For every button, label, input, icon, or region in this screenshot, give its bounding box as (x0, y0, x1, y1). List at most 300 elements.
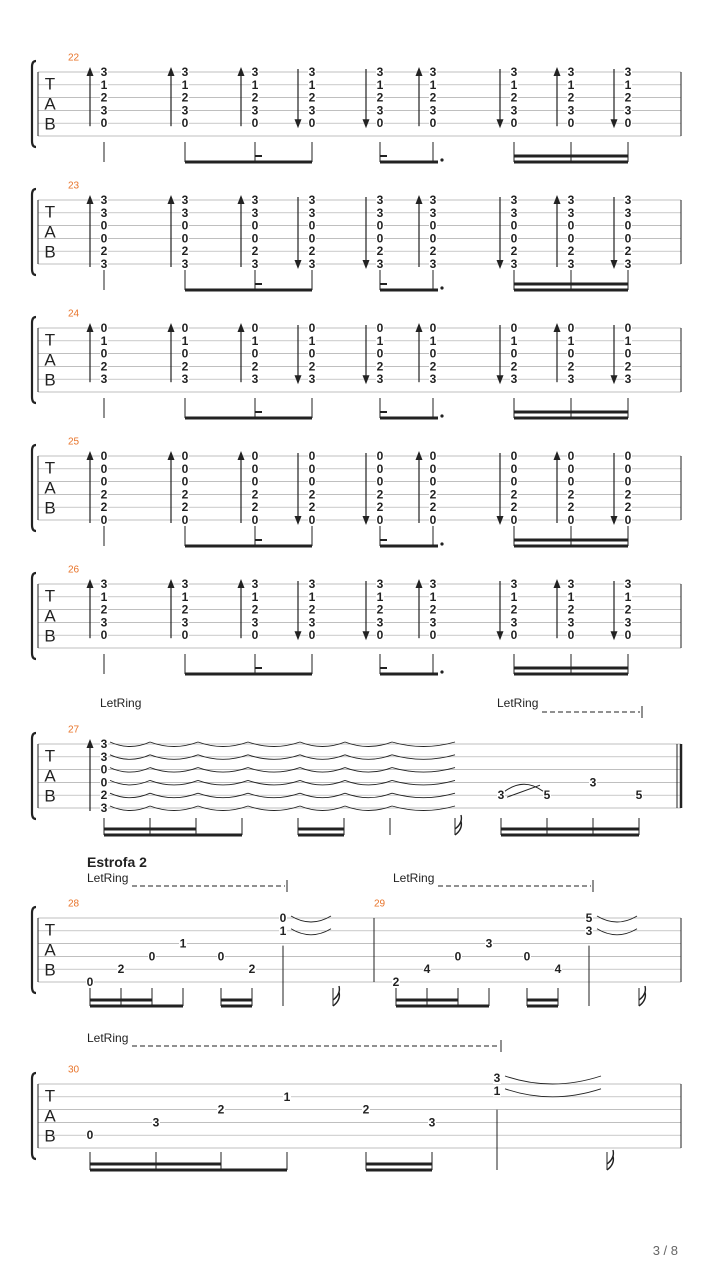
strum-down-arrowhead (295, 631, 302, 640)
fret-number: 2 (117, 962, 125, 977)
fret-number: 3 (100, 193, 108, 207)
strum-down-arrowhead (611, 516, 618, 525)
fret-number: 1 (493, 1083, 501, 1098)
fret-number: 0 (308, 474, 316, 489)
tab-letter: A (44, 478, 56, 498)
fret-number: 2 (624, 602, 632, 617)
fret-number: 0 (251, 474, 259, 489)
fret-number: 5 (585, 911, 593, 925)
fret-number: 3 (510, 205, 518, 220)
fret-number: 0 (86, 1128, 94, 1143)
strum-up-arrowhead (554, 323, 561, 332)
tab-letter: T (44, 586, 56, 606)
fret-number: 3 (493, 1071, 501, 1085)
fret-number: 0 (624, 116, 632, 131)
strum-down-arrowhead (295, 260, 302, 269)
dotted-rhythm-dot (440, 414, 443, 417)
strum-up-arrowhead (168, 579, 175, 588)
fret-number: 0 (86, 975, 94, 989)
tab-letter: B (44, 960, 56, 980)
tab-letter: B (44, 370, 56, 390)
tab-letter: T (44, 202, 56, 222)
fret-number: 1 (376, 77, 384, 92)
fret-number: 1 (567, 77, 575, 92)
fret-number: 0 (279, 911, 287, 925)
strum-up-arrowhead (168, 195, 175, 204)
fret-number: 0 (308, 513, 316, 527)
fret-number: 0 (376, 513, 384, 527)
note-flag (333, 986, 339, 1006)
measure-number: 22 (68, 52, 80, 64)
fret-number: 2 (100, 500, 108, 515)
fret-number: 0 (624, 231, 632, 246)
fret-number: 1 (100, 77, 108, 92)
fret-number: 0 (567, 116, 575, 131)
fret-number: 2 (510, 602, 518, 617)
fret-number: 3 (308, 615, 316, 630)
fret-number: 2 (308, 602, 316, 617)
fret-number: 0 (523, 949, 531, 964)
fret-number: 3 (376, 103, 384, 118)
fret-number: 2 (567, 500, 575, 515)
fret-number: 0 (100, 346, 108, 361)
fret-number: 2 (567, 487, 575, 502)
system-24-bracket (32, 317, 36, 403)
fret-number: 3 (567, 577, 575, 591)
fret-number: 0 (251, 449, 259, 463)
fret-number: 3 (181, 205, 189, 220)
fret-number: 1 (308, 333, 316, 348)
fret-number: 1 (376, 333, 384, 348)
fret-number: 0 (624, 449, 632, 463)
fret-number: 3 (567, 193, 575, 207)
fret-number: 3 (429, 257, 437, 271)
strum-down-arrowhead (611, 119, 618, 128)
fret-number: 3 (428, 1115, 436, 1130)
fret-number: 2 (376, 359, 384, 374)
fret-number: 3 (308, 257, 316, 271)
tab-letter: A (44, 350, 56, 370)
fret-number: 2 (624, 359, 632, 374)
fret-number: 2 (510, 359, 518, 374)
fret-number: 3 (251, 65, 259, 79)
fret-number: 0 (376, 461, 384, 476)
strum-up-arrowhead (416, 579, 423, 588)
fret-number: 0 (376, 346, 384, 361)
fret-number: 3 (251, 205, 259, 220)
strum-down-arrowhead (611, 260, 618, 269)
fret-number: 3 (181, 257, 189, 271)
tie-arc (597, 929, 637, 935)
fret-number: 0 (308, 321, 316, 335)
tab-letter: T (44, 330, 56, 350)
measure-number: 28 (68, 898, 80, 910)
strum-up-arrowhead (87, 451, 94, 460)
fret-number: 2 (429, 359, 437, 374)
fret-number: 2 (181, 244, 189, 259)
fret-number: 3 (251, 372, 259, 387)
fret-number: 0 (181, 321, 189, 335)
fret-number: 0 (429, 461, 437, 476)
fret-number: 0 (429, 449, 437, 463)
fret-number: 0 (376, 449, 384, 463)
fret-number: 2 (308, 359, 316, 374)
tab-letter: B (44, 1126, 56, 1146)
fret-number: 3 (376, 372, 384, 387)
fret-number: 0 (567, 513, 575, 527)
tab-letter: A (44, 1106, 56, 1126)
strum-up-arrowhead (416, 67, 423, 76)
fret-number: 3 (510, 193, 518, 207)
tie-arc (505, 1089, 601, 1097)
strum-down-arrowhead (295, 516, 302, 525)
fret-number: 3 (251, 615, 259, 630)
fret-number: 2 (217, 1102, 225, 1117)
fret-number: 0 (510, 116, 518, 131)
fret-number: 0 (181, 116, 189, 131)
fret-number: 0 (429, 346, 437, 361)
fret-number: 0 (308, 346, 316, 361)
tab-letter: A (44, 222, 56, 242)
fret-number: 0 (308, 218, 316, 233)
fret-number: 1 (279, 923, 287, 938)
fret-number: 3 (376, 65, 384, 79)
fret-number: 0 (624, 461, 632, 476)
tab-letter: T (44, 920, 56, 940)
fret-number: 2 (308, 487, 316, 502)
fret-number: 1 (251, 589, 259, 604)
fret-number: 0 (429, 628, 437, 643)
fret-number: 2 (248, 962, 256, 977)
fret-number: 2 (429, 602, 437, 617)
dotted-rhythm-dot (440, 286, 443, 289)
let-ring-label: LetRing (87, 1031, 129, 1045)
strum-up-arrowhead (87, 579, 94, 588)
let-ring-label: LetRing (87, 871, 129, 885)
fret-number: 2 (624, 90, 632, 105)
strum-up-arrowhead (416, 195, 423, 204)
fret-number: 0 (308, 449, 316, 463)
page-number: 3 / 8 (652, 1243, 678, 1258)
system-28-29-bracket (32, 907, 36, 993)
fret-number: 2 (510, 90, 518, 105)
fret-number: 1 (510, 77, 518, 92)
strum-up-arrowhead (87, 739, 94, 748)
fret-number: 0 (100, 461, 108, 476)
strum-up-arrowhead (416, 323, 423, 332)
fret-number: 1 (429, 77, 437, 92)
fret-number: 3 (100, 372, 108, 387)
strum-up-arrowhead (554, 195, 561, 204)
fret-number: 3 (251, 257, 259, 271)
fret-number: 4 (554, 962, 562, 977)
fret-number: 0 (100, 231, 108, 246)
fret-number: 3 (510, 103, 518, 118)
fret-number: 0 (251, 321, 259, 335)
strum-up-arrowhead (238, 67, 245, 76)
fret-number: 0 (100, 321, 108, 335)
fret-number: 3 (510, 372, 518, 387)
fret-number: 0 (510, 231, 518, 246)
fret-number: 0 (100, 449, 108, 463)
fret-number: 1 (179, 936, 187, 951)
fret-number: 3 (308, 103, 316, 118)
fret-number: 2 (181, 500, 189, 515)
fret-number: 0 (567, 321, 575, 335)
fret-number: 2 (510, 244, 518, 259)
system-25-bracket (32, 445, 36, 531)
fret-number: 0 (251, 461, 259, 476)
fret-number: 3 (567, 205, 575, 220)
fret-number: 0 (567, 449, 575, 463)
system-27-bracket (32, 733, 36, 819)
fret-number: 1 (251, 77, 259, 92)
fret-number: 1 (283, 1089, 291, 1104)
fret-number: 2 (251, 359, 259, 374)
tab-letter: B (44, 786, 56, 806)
system-22-bracket (32, 61, 36, 147)
strum-down-arrowhead (363, 375, 370, 384)
dotted-rhythm-dot (440, 670, 443, 673)
fret-number: 3 (308, 65, 316, 79)
strum-up-arrowhead (238, 195, 245, 204)
fret-number: 1 (429, 333, 437, 348)
fret-number: 0 (251, 231, 259, 246)
system-30-bracket (32, 1073, 36, 1159)
tie-arc (505, 1076, 601, 1084)
fret-number: 3 (100, 65, 108, 79)
fret-number: 0 (181, 449, 189, 463)
fret-number: 5 (543, 788, 551, 803)
fret-number: 1 (308, 589, 316, 604)
fret-number: 0 (429, 231, 437, 246)
fret-number: 3 (429, 372, 437, 387)
fret-number: 1 (251, 333, 259, 348)
fret-number: 3 (251, 103, 259, 118)
strum-up-arrowhead (87, 323, 94, 332)
fret-number: 3 (624, 205, 632, 220)
fret-number: 3 (181, 65, 189, 79)
fret-number: 0 (510, 461, 518, 476)
fret-number: 0 (376, 628, 384, 643)
strum-down-arrowhead (295, 375, 302, 384)
fret-number: 1 (510, 333, 518, 348)
fret-number: 3 (376, 193, 384, 207)
strum-down-arrowhead (611, 375, 618, 384)
fret-number: 3 (100, 257, 108, 271)
tab-letter: A (44, 606, 56, 626)
strum-down-arrowhead (497, 516, 504, 525)
fret-number: 0 (510, 346, 518, 361)
fret-number: 3 (624, 615, 632, 630)
fret-number: 0 (100, 628, 108, 643)
fret-number: 0 (510, 321, 518, 335)
fret-number: 2 (100, 90, 108, 105)
fret-number: 0 (376, 474, 384, 489)
strum-up-arrowhead (554, 67, 561, 76)
fret-number: 3 (376, 205, 384, 220)
slur-arc (505, 784, 543, 791)
fret-number: 1 (567, 333, 575, 348)
fret-number: 3 (181, 193, 189, 207)
fret-number: 3 (100, 615, 108, 630)
measure-number: 27 (68, 724, 80, 736)
fret-number: 0 (308, 231, 316, 246)
fret-number: 1 (181, 77, 189, 92)
strum-up-arrowhead (87, 195, 94, 204)
fret-number: 0 (567, 474, 575, 489)
fret-number: 3 (100, 205, 108, 220)
fret-number: 0 (376, 116, 384, 131)
fret-number: 2 (510, 487, 518, 502)
fret-number: 0 (567, 461, 575, 476)
fret-number: 1 (429, 589, 437, 604)
fret-number: 2 (251, 90, 259, 105)
fret-number: 0 (251, 346, 259, 361)
fret-number: 2 (376, 244, 384, 259)
fret-number: 1 (624, 589, 632, 604)
fret-number: 0 (510, 449, 518, 463)
note-flag (607, 1150, 613, 1170)
fret-number: 3 (100, 103, 108, 118)
fret-number: 0 (100, 218, 108, 233)
measure-number: 30 (68, 1064, 80, 1076)
fret-number: 3 (100, 577, 108, 591)
fret-number: 0 (100, 474, 108, 489)
fret-number: 3 (100, 749, 108, 764)
fret-number: 0 (181, 461, 189, 476)
fret-number: 3 (181, 615, 189, 630)
fret-number: 2 (376, 602, 384, 617)
fret-number: 3 (510, 257, 518, 271)
tab-letter: B (44, 114, 56, 134)
fret-number: 2 (251, 500, 259, 515)
fret-number: 3 (510, 577, 518, 591)
fret-number: 3 (624, 577, 632, 591)
fret-number: 2 (362, 1102, 370, 1117)
fret-number: 3 (429, 193, 437, 207)
fret-number: 2 (429, 90, 437, 105)
fret-number: 0 (624, 513, 632, 527)
fret-number: 3 (100, 737, 108, 751)
let-ring-label: LetRing (393, 871, 435, 885)
fret-number: 3 (251, 193, 259, 207)
fret-number: 0 (429, 474, 437, 489)
fret-number: 3 (624, 372, 632, 387)
fret-number: 2 (181, 359, 189, 374)
strum-down-arrowhead (497, 260, 504, 269)
fret-number: 2 (251, 487, 259, 502)
strum-up-arrowhead (554, 451, 561, 460)
fret-number: 0 (100, 762, 108, 777)
fret-number: 0 (567, 218, 575, 233)
fret-number: 3 (429, 103, 437, 118)
fret-number: 3 (308, 577, 316, 591)
fret-number: 3 (100, 801, 108, 815)
fret-number: 0 (567, 346, 575, 361)
fret-number: 1 (376, 589, 384, 604)
fret-number: 0 (429, 218, 437, 233)
fret-number: 2 (181, 602, 189, 617)
strum-up-arrowhead (87, 67, 94, 76)
fret-number: 2 (376, 487, 384, 502)
fret-number: 1 (510, 589, 518, 604)
dotted-rhythm-dot (440, 158, 443, 161)
fret-number: 2 (100, 359, 108, 374)
fret-number: 3 (624, 103, 632, 118)
strum-down-arrowhead (295, 119, 302, 128)
fret-number: 2 (251, 244, 259, 259)
fret-number: 2 (567, 602, 575, 617)
fret-number: 2 (429, 487, 437, 502)
fret-number: 3 (308, 205, 316, 220)
strum-down-arrowhead (497, 375, 504, 384)
let-ring-label: LetRing (497, 696, 539, 710)
fret-number: 0 (376, 218, 384, 233)
dotted-rhythm-dot (440, 542, 443, 545)
fret-number: 0 (100, 775, 108, 790)
tab-letter: A (44, 940, 56, 960)
fret-number: 0 (454, 949, 462, 964)
tie-arc (291, 929, 331, 935)
fret-number: 0 (510, 474, 518, 489)
fret-number: 1 (567, 589, 575, 604)
tab-letter: A (44, 766, 56, 786)
measure-number: 26 (68, 564, 80, 576)
fret-number: 3 (181, 103, 189, 118)
fret-number: 1 (181, 589, 189, 604)
fret-number: 0 (308, 461, 316, 476)
fret-number: 2 (567, 90, 575, 105)
measure-number: 25 (68, 436, 80, 448)
system-23-bracket (32, 189, 36, 275)
fret-number: 3 (429, 65, 437, 79)
fret-number: 0 (567, 628, 575, 643)
strum-down-arrowhead (497, 119, 504, 128)
fret-number: 0 (624, 346, 632, 361)
note-flag (639, 986, 645, 1006)
fret-number: 0 (251, 116, 259, 131)
fret-number: 0 (510, 218, 518, 233)
fret-number: 0 (308, 116, 316, 131)
fret-number: 3 (589, 775, 597, 790)
tab-letter: B (44, 626, 56, 646)
fret-number: 0 (217, 949, 225, 964)
let-ring-label: LetRing (100, 696, 142, 710)
fret-number: 3 (429, 577, 437, 591)
fret-number: 0 (100, 513, 108, 527)
strum-up-arrowhead (168, 451, 175, 460)
measure-number: 24 (68, 308, 80, 320)
system-26-bracket (32, 573, 36, 659)
fret-number: 3 (497, 788, 505, 803)
fret-number: 0 (567, 231, 575, 246)
fret-number: 3 (567, 615, 575, 630)
fret-number: 2 (251, 602, 259, 617)
fret-number: 2 (100, 487, 108, 502)
tab-letter: B (44, 242, 56, 262)
fret-number: 3 (510, 615, 518, 630)
fret-number: 2 (308, 500, 316, 515)
tab-letter: T (44, 458, 56, 478)
fret-number: 0 (429, 513, 437, 527)
fret-number: 3 (376, 577, 384, 591)
fret-number: 0 (181, 346, 189, 361)
fret-number: 3 (567, 257, 575, 271)
fret-number: 3 (567, 65, 575, 79)
strum-down-arrowhead (611, 631, 618, 640)
fret-number: 0 (181, 474, 189, 489)
